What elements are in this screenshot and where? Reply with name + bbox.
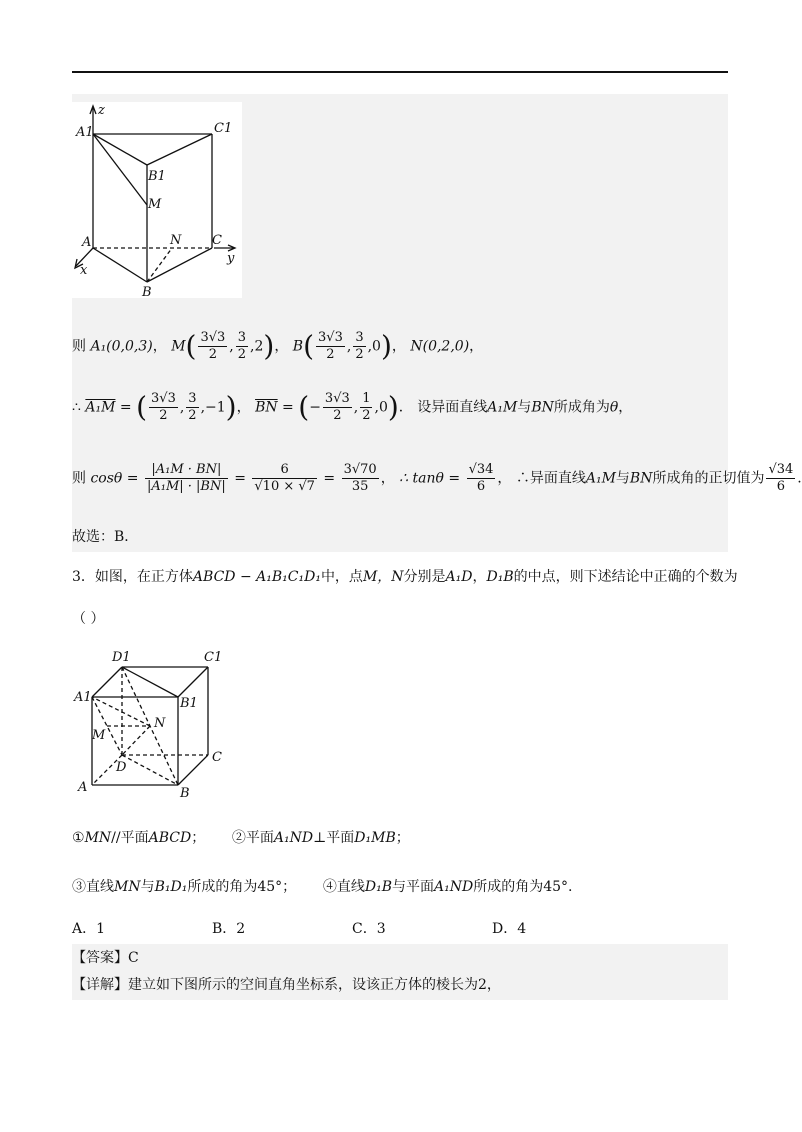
label-c: C (212, 233, 222, 248)
label-c: C (212, 750, 222, 765)
fraction: $\frac{3}{2}$ (355, 330, 364, 362)
label-d1: D1 (112, 650, 131, 665)
edge-b1c1 (147, 134, 212, 165)
coordinates-line: 则 A₁(0,0,3)， M( $\frac{3√3}{2}$ , $\frac{3}{2}$ ,2)， B( $\frac{3√3}{2}$ , $\frac{3}{2}$ ,0)， N(0,2,0)， (72, 329, 484, 363)
segment-a1m (93, 134, 147, 205)
statements-3-4: ③直线MN与B₁D₁所成的角为45°； ④直线D₁B与平面A₁ND所成的角为45°. (72, 879, 573, 895)
tan-theta: ∴ tanθ = (399, 470, 461, 487)
label-n: N (154, 716, 166, 731)
detail-line: 【详解】建立如下图所示的空间直角坐标系，设该正方体的棱长为2， (72, 977, 501, 993)
line-a1m: A₁M (487, 399, 518, 416)
edge-bc (147, 248, 212, 282)
therefore-symbol: ∴ (72, 399, 81, 416)
point-n: N(0,2,0) (410, 338, 470, 355)
answer-line (72, 947, 139, 969)
vector-a1m: A₁M (85, 399, 116, 416)
label-b1: B1 (180, 696, 198, 711)
label-b: B (180, 786, 190, 801)
text: 设异面直线 (417, 399, 488, 416)
label-a: A (78, 780, 88, 795)
answer-tag: 【答案】 (72, 950, 128, 966)
choice-b[interactable]: B．2 (212, 921, 246, 937)
vector-bn: $\overline{BN}$ (255, 399, 278, 416)
label-d: D (116, 760, 127, 775)
vectors-line: ∴ A₁M = ( $\frac{3√3}{2}$ , $\frac{3}{2}$ ,−1)， $\overline{BN}$ = (− $\frac{3√3}{2}$ , $\frac{1}{2}$ ,0)． 设异面直线A₁M与BN所成角为θ， (72, 390, 633, 424)
choose-b-line: 故选：B． (72, 529, 139, 545)
question-3: 3．如图，在正方体ABCD − A₁B₁C₁D₁中，点M，N分别是A₁D，D₁B的中点，则下述结论中正确的个数为 (72, 569, 738, 585)
choice-d[interactable]: D．4 (492, 921, 527, 937)
label-c1: C1 (204, 650, 223, 665)
segment-bn-hidden (147, 248, 172, 282)
fraction: $\frac{3}{2}$ (237, 330, 247, 362)
label-y: y (227, 251, 235, 266)
prism-figure (72, 102, 242, 298)
label-a1: A1 (74, 690, 92, 705)
detail-tag: 【详解】 (72, 977, 128, 993)
label-z: z (98, 103, 105, 118)
cube-figure (72, 645, 232, 805)
theta-symbol: θ (609, 399, 619, 416)
label-b: B (142, 285, 152, 300)
prism-diagram (72, 102, 242, 298)
answer-paren: （ ） (72, 611, 105, 627)
cosine-line: 则 cosθ = $\frac{\text{|A₁M · BN|}}{\text{|A₁M| · |BN|}}$ = $\frac{6}{√10 \times √7}$ = $\frac{3√70}{35}$ ， ∴ tanθ = $\frac{√34}{6}$ ， ∴异面直线A₁M与BN所成角的正切值为 $\frac{√34}{6}$ . (72, 462, 802, 494)
choice-a[interactable]: A．1 (72, 921, 106, 937)
header-rule (72, 71, 728, 73)
fraction: $\frac{3√3}{2}$ (318, 330, 343, 362)
label-b1: B1 (148, 169, 166, 184)
choice-c[interactable]: C．3 (352, 921, 386, 937)
answer-value: C (128, 950, 139, 966)
text-ze: 则 (72, 338, 86, 355)
label-m: M (148, 197, 162, 212)
point-b-label: B (292, 338, 304, 355)
label-c1: C1 (214, 121, 233, 136)
cos-fraction: $\frac{\text{|A₁M · BN|}}{\text{|A₁M| · |BN|}}$ (146, 462, 226, 494)
label-a1: A1 (76, 125, 94, 140)
label-a: A (82, 235, 92, 250)
cos-theta: cosθ = (90, 470, 139, 487)
cube-name: ABCD − A₁B₁C₁D₁ (192, 569, 321, 585)
label-x: x (80, 263, 88, 278)
label-n: N (170, 233, 182, 248)
point-a1: A₁(0,0,3) (90, 338, 153, 355)
label-m: M (92, 728, 106, 743)
point-m-label: M (171, 338, 186, 355)
fraction: $\frac{3√3}{2}$ (200, 330, 226, 362)
cube-diagram (72, 645, 232, 805)
edge-ab (93, 248, 147, 282)
edge-a1b1 (93, 134, 147, 165)
line-bn: BN (531, 399, 554, 416)
statements-1-2: ①MN//平面ABCD； ②平面A₁ND⊥平面D₁MB； (72, 830, 410, 846)
